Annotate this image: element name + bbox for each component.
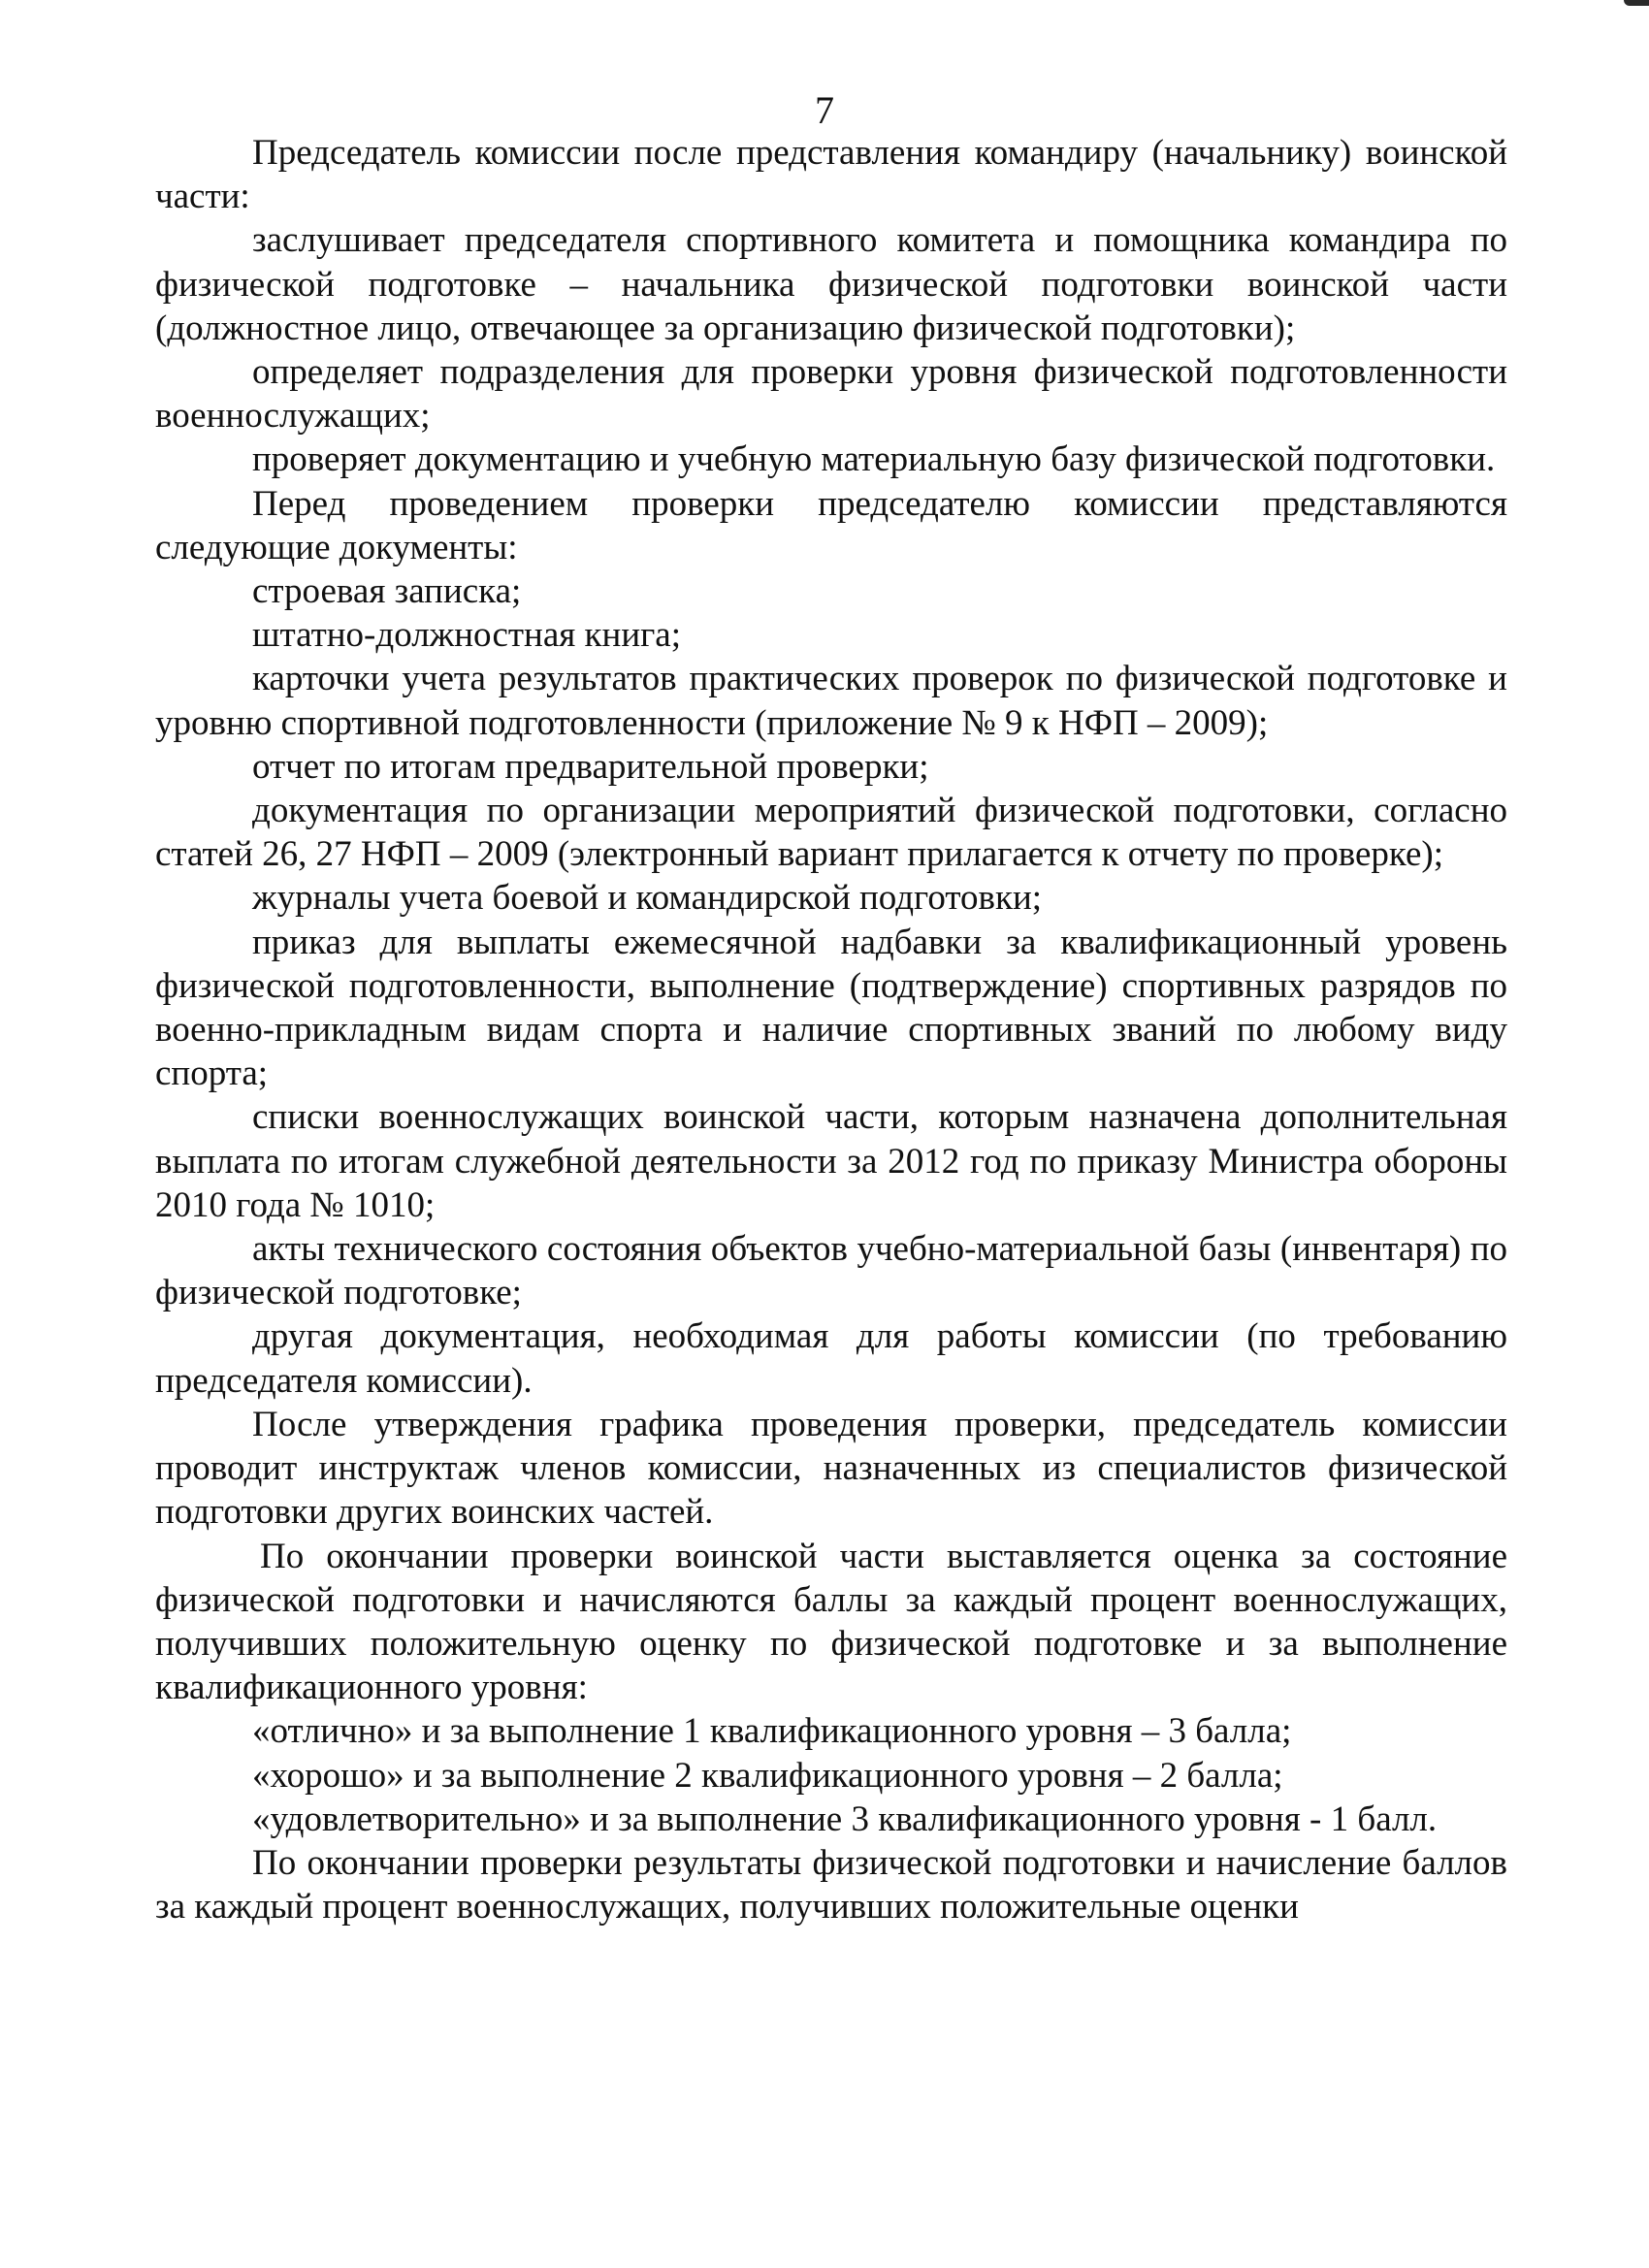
- page-number: 7: [815, 88, 834, 132]
- list-item: «хорошо» и за выполнение 2 квалификационного уровня – 2 балла;: [252, 1755, 1283, 1796]
- paragraph: карточки учета результатов практических проверок по физической подготовке и уровню спортивной подготовленности (приложение № 9 к НФП – 2009);: [155, 659, 1507, 743]
- paragraph: штатно-должностная книга;: [252, 615, 681, 656]
- paragraph: Председатель комиссии после представления командиру (начальнику) воинской части:: [155, 133, 1507, 217]
- scan-artifact: [1624, 0, 1649, 6]
- body-text: [155, 131, 1507, 1928]
- paragraph: акты технического состояния объектов учебно-материальной базы (инвентаря) по физической подготовке;: [155, 1229, 1507, 1313]
- paragraph: определяет подразделения для проверки уровня физической подготовленности военнослужащих;: [155, 352, 1507, 437]
- paragraph: документация по организации мероприятий физической подготовки, согласно статей 26, 27 НФП – 2009 (электронный вариант прилагается к отчету по проверке);: [155, 791, 1507, 875]
- paragraph: После утверждения графика проведения проверки, председатель комиссии проводит инструктаж членов комиссии, назначенных из специалистов физической подготовки других воинских частей.: [155, 1404, 1507, 1533]
- paragraph: приказ для выплаты ежемесячной надбавки за квалификационный уровень физической подготовленности, выполнение (подтверждение) спортивных разрядов по военно-прикладным видам спорта и наличие спортивных званий по любому виду спорта;: [155, 922, 1507, 1094]
- paragraph: проверяет документацию и учебную материальную базу физической подготовки.: [252, 439, 1496, 480]
- list-item: «удовлетворительно» и за выполнение 3 квалификационного уровня - 1 балл.: [252, 1798, 1438, 1839]
- paragraph: отчет по итогам предварительной проверки;: [252, 746, 929, 787]
- paragraph: списки военнослужащих воинской части, которым назначена дополнительная выплата по итогам служебной деятельности за 2012 год по приказу Министра обороны 2010 года № 1010;: [155, 1097, 1507, 1225]
- paragraph: журналы учета боевой и командирской подготовки;: [252, 878, 1043, 919]
- paragraph: По окончании проверки воинской части выставляется оценка за состояние физической подготовки и начисляются баллы за каждый процент военнослужащих, получивших положительную оценку по физической подготовке и за выполнение квалификационного уровня:: [155, 1536, 1507, 1708]
- paragraph: строевая записка;: [252, 571, 522, 612]
- list-item: «отлично» и за выполнение 1 квалификационного уровня – 3 балла;: [252, 1711, 1292, 1752]
- paragraph: заслушивает председателя спортивного комитета и помощника командира по физической подготовке – начальника физической подготовки воинской части (должностное лицо, отвечающее за организацию физической подготовки);: [155, 220, 1507, 348]
- paragraph: По окончании проверки результаты физической подготовки и начисление баллов за каждый процент военнослужащих, получивших положительные оценки: [155, 1842, 1507, 1928]
- paragraph: другая документация, необходимая для работы комиссии (по требованию председателя комиссии).: [155, 1316, 1507, 1401]
- paragraph: Перед проведением проверки председателю комиссии представляются следующие документы:: [155, 483, 1507, 567]
